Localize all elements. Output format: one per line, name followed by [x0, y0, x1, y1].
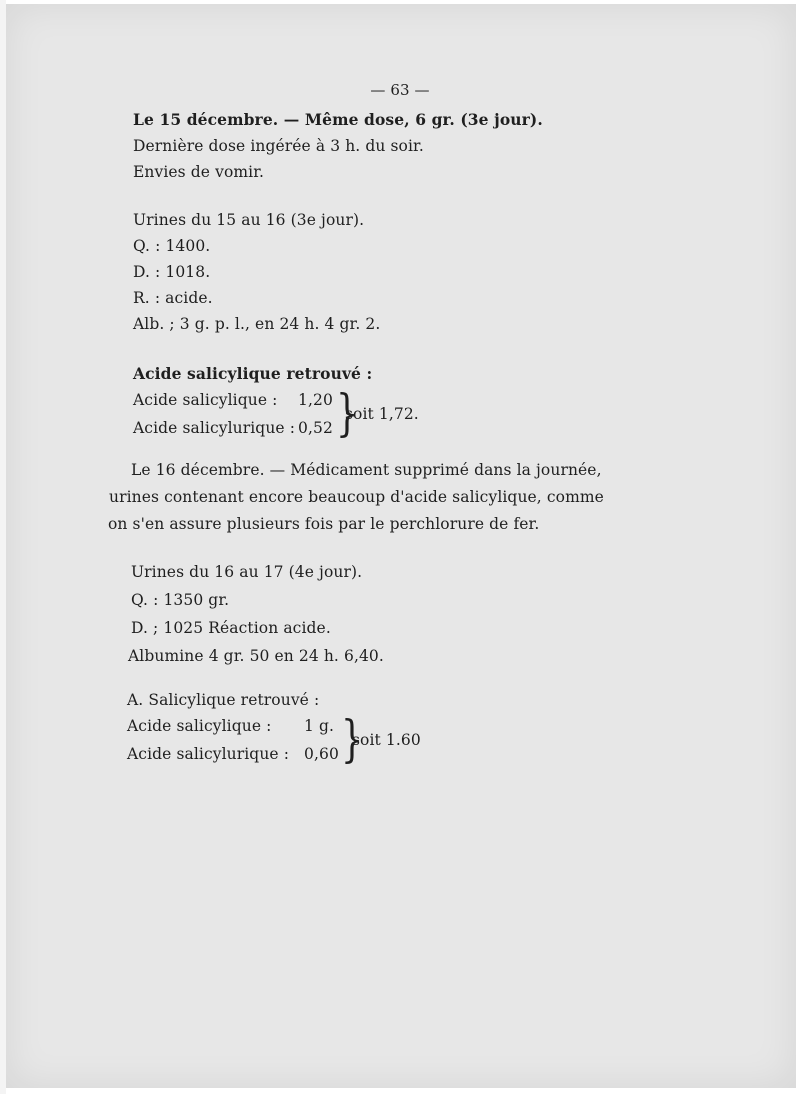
dec15-line3: Envies de vomir. — [133, 163, 265, 181]
dec16-line2: urines contenant encore beaucoup d'acide salicylique, comme — [109, 488, 604, 506]
dec15-line2: Dernière dose ingérée à 3 h. du soir. — [133, 137, 424, 155]
acide-1-total: soit 1,72. — [345, 405, 419, 423]
urines-16-17-quantity: Q. : 1350 gr. — [131, 591, 230, 609]
dec15-line1: Le 15 décembre. — Même dose, 6 gr. (3e jour). — [133, 110, 543, 129]
acide-1-row1-label: Acide salicylique : — [133, 391, 278, 409]
curly-brace-icon: } — [336, 384, 359, 442]
curly-brace-icon: } — [341, 710, 364, 768]
urines-16-17-albumin: Albumine 4 gr. 50 en 24 h. 6,40. — [128, 647, 384, 665]
acide-1-heading: Acide salicylique retrouvé : — [133, 364, 373, 383]
dec16-line3: on s'en assure plusieurs fois par le perchlorure de fer. — [108, 515, 540, 533]
dec16-line1: Le 16 décembre. — Médicament supprimé dans la journée, — [131, 461, 602, 479]
urines-15-16-density: D. : 1018. — [133, 263, 211, 281]
acide-2-row1-value: 1 g. — [304, 717, 335, 735]
urines-16-17-title: Urines du 16 au 17 (4e jour). — [131, 563, 363, 581]
acide-1-row1-value: 1,20 — [298, 391, 333, 409]
urines-15-16-albumin: Alb. ; 3 g. p. l., en 24 h. 4 gr. 2. — [133, 315, 381, 333]
acide-2-total: soit 1.60 — [352, 731, 421, 749]
urines-15-16-quantity: Q. : 1400. — [133, 237, 211, 255]
acide-2-row2-label: Acide salicylurique : — [127, 745, 290, 763]
acide-1-row2-value: 0,52 — [298, 419, 333, 437]
acide-1-row2-label: Acide salicylurique : — [133, 419, 296, 437]
acide-2-row2-value: 0,60 — [304, 745, 339, 763]
urines-16-17-density: D. ; 1025 Réaction acide. — [131, 619, 331, 637]
acide-2-row1-label: Acide salicylique : — [127, 717, 272, 735]
acide-2-heading: A. Salicylique retrouvé : — [127, 691, 320, 709]
urines-15-16-reaction: R. : acide. — [133, 289, 213, 307]
urines-15-16-title: Urines du 15 au 16 (3e jour). — [133, 211, 365, 229]
scanned-page — [6, 4, 796, 1088]
page-number: — 63 — — [370, 81, 430, 99]
